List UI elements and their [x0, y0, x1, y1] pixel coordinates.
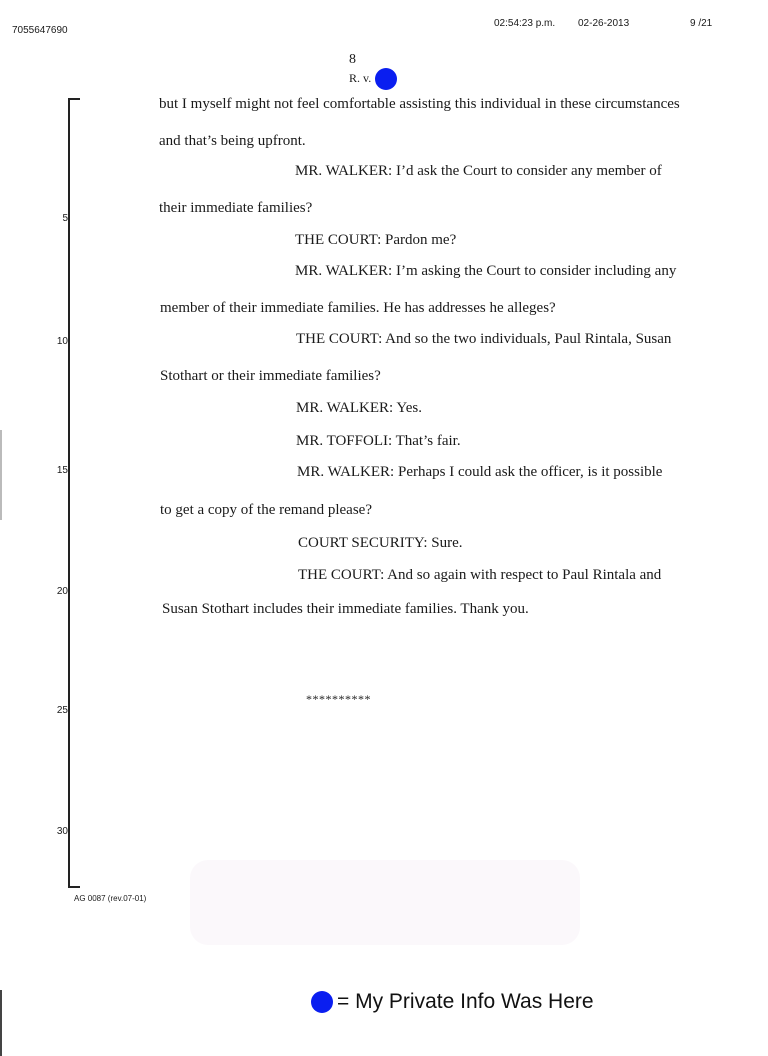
transcript-line: member of their immediate families. He has addresses he alleges?: [160, 300, 556, 316]
redaction-legend-text: = My Private Info Was Here: [337, 990, 594, 1013]
case-name: [349, 68, 397, 90]
line-number: 20: [56, 586, 68, 597]
transcript-line: MR. WALKER: Yes.: [296, 400, 422, 416]
redaction-dot-icon: [375, 68, 397, 90]
transcript-line: MR. WALKER: I’m asking the Court to consider including any: [295, 263, 677, 279]
transcript-line: MR. TOFFOLI: That’s fair.: [296, 433, 461, 449]
line-number: 30: [56, 826, 68, 837]
scan-edge-mark: [0, 430, 2, 520]
margin-bracket-top: [68, 98, 80, 100]
scan-smudge: [190, 860, 580, 945]
line-number: 5: [62, 213, 68, 224]
fax-number: 7055647690: [12, 25, 68, 36]
transcript-line: MR. WALKER: Perhaps I could ask the officer, is it possible: [297, 464, 663, 480]
transcript-line: to get a copy of the remand please?: [160, 502, 372, 518]
transcript-line: COURT SECURITY: Sure.: [298, 535, 463, 551]
transcript-line: THE COURT: Pardon me?: [295, 232, 457, 248]
redaction-legend: [311, 990, 594, 1014]
scan-edge-mark-bottom: [0, 990, 2, 1056]
redaction-dot-icon: [311, 991, 333, 1013]
transcript-line: and that’s being upfront.: [159, 133, 306, 149]
fax-date: 02-26-2013: [578, 18, 630, 29]
transcript-line: their immediate families?: [159, 200, 313, 216]
transcript-line: THE COURT: And so again with respect to Paul Rintala and: [298, 567, 662, 583]
fax-page: 9 /21: [690, 18, 713, 29]
line-number: 10: [56, 336, 68, 347]
fax-time: 02:54:23 p.m.: [494, 18, 556, 29]
line-number: 25: [56, 705, 68, 716]
page-number: 8: [349, 52, 356, 67]
transcript-line: MR. WALKER: I’d ask the Court to consider any member of: [295, 163, 662, 179]
transcript-line: but I myself might not feel comfortable assisting this individual in these circumstances: [159, 96, 680, 112]
transcript-line: Susan Stothart includes their immediate families. Thank you.: [162, 601, 529, 617]
end-marker: **********: [306, 692, 371, 706]
margin-bracket-bottom: [68, 886, 80, 888]
transcript-line: Stothart or their immediate families?: [160, 368, 381, 384]
margin-bracket: [68, 98, 70, 888]
case-name-text: R. v.: [349, 70, 372, 85]
line-number: 15: [56, 465, 68, 476]
form-code: AG 0087 (rev.07-01): [74, 894, 147, 903]
transcript-line: THE COURT: And so the two individuals, Paul Rintala, Susan: [296, 331, 672, 347]
